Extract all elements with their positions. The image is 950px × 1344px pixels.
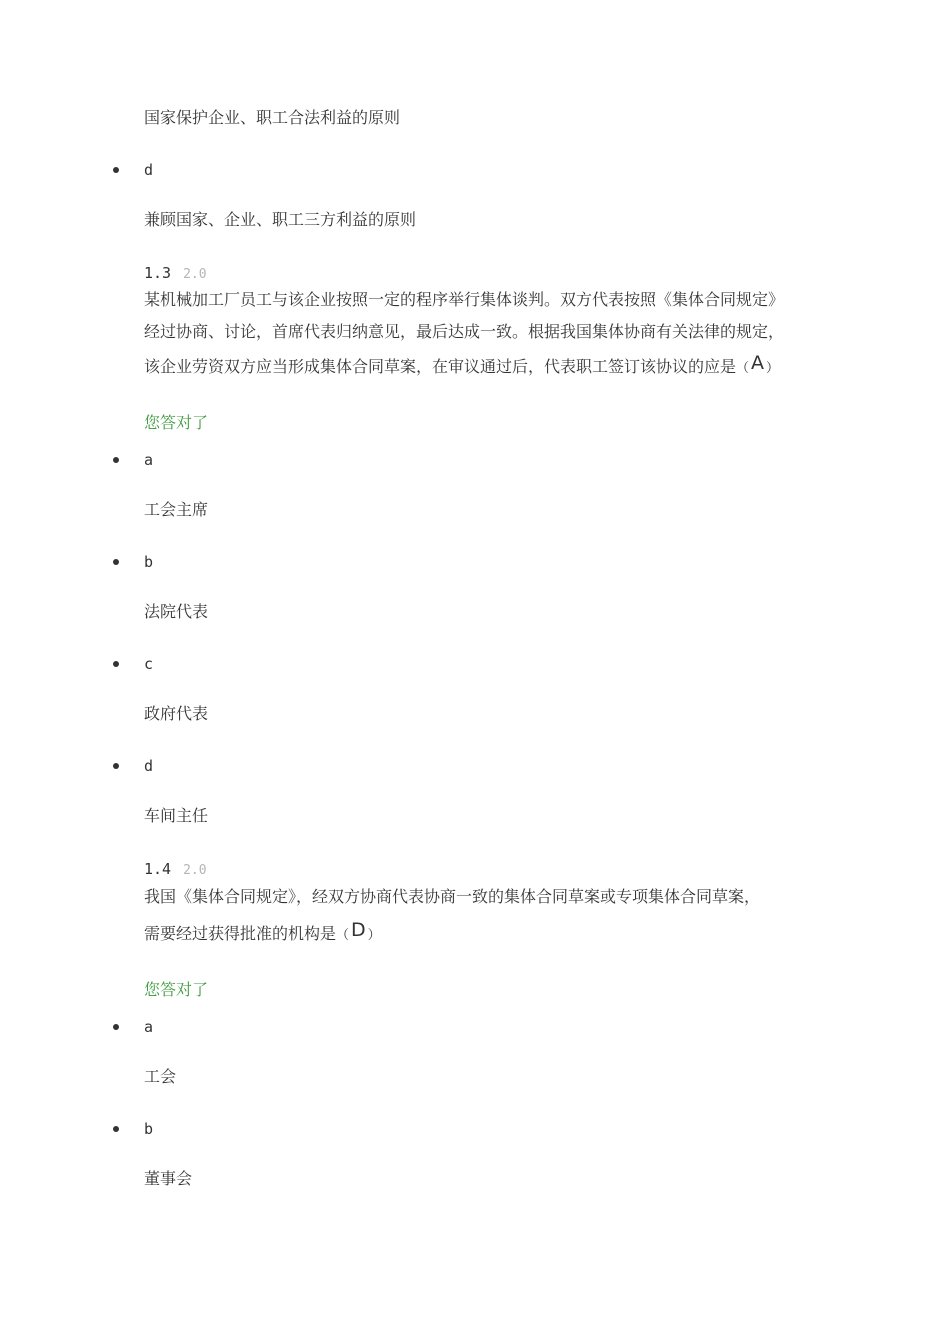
question-stem-line [144,352,780,379]
question-number [144,859,207,881]
option-letter: b [144,553,154,571]
question-stem-text: 该企业劳资双方应当形成集体合同草案，在审议通过后，代表职工签订该协议的应是 [144,357,737,376]
feedback-correct: 您答对了 [144,413,209,432]
answer-paren-open: （ [336,928,350,943]
option-text: 董事会 [144,1169,193,1188]
answer-paren-close: ） [367,928,381,943]
option-bullet [113,763,119,769]
feedback-correct: 您答对了 [144,980,209,999]
option-text: 工会 [144,1067,177,1086]
option-bullet [113,167,119,173]
option-letter: a [144,1018,154,1036]
question-stem-line [144,919,381,946]
option-letter: d [144,161,154,179]
question-stem-line: 经过协商、讨论，首席代表归纳意见，最后达成一致。根据我国集体协商有关法律的规定， [144,322,785,341]
question-score: 2.0 [183,863,207,878]
option-text: 工会主席 [144,500,209,519]
option-letter: d [144,757,154,775]
option-bullet [113,457,119,463]
option-d-text: 兼顾国家、企业、职工三方利益的原则 [144,210,417,229]
handwritten-answer: A [751,352,765,374]
option-text: 车间主任 [144,806,209,825]
question-number-text: 1.3 [144,264,172,282]
option-letter: c [144,655,154,673]
question-score: 2.0 [183,267,207,282]
question-number [144,263,207,285]
option-c-text: 国家保护企业、职工合法利益的原则 [144,108,401,127]
option-letter: a [144,451,154,469]
option-bullet [113,559,119,565]
option-letter: b [144,1120,154,1138]
question-stem-text: 需要经过获得批准的机构是 [144,924,337,943]
option-text: 法院代表 [144,602,209,621]
question-stem-line: 我国《集体合同规定》，经双方协商代表协商一致的集体合同草案或专项集体合同草案， [144,887,761,906]
question-stem-line: 某机械加工厂员工与该企业按照一定的程序举行集体谈判。双方代表按照《集体合同规定》 [144,290,785,309]
option-bullet [113,1024,119,1030]
answer-paren-open: （ [736,361,750,376]
option-bullet [113,661,119,667]
option-bullet [113,1126,119,1132]
option-text: 政府代表 [144,704,209,723]
question-number-text: 1.4 [144,860,172,878]
handwritten-answer: D [351,919,366,941]
answer-paren-close: ） [766,361,780,376]
